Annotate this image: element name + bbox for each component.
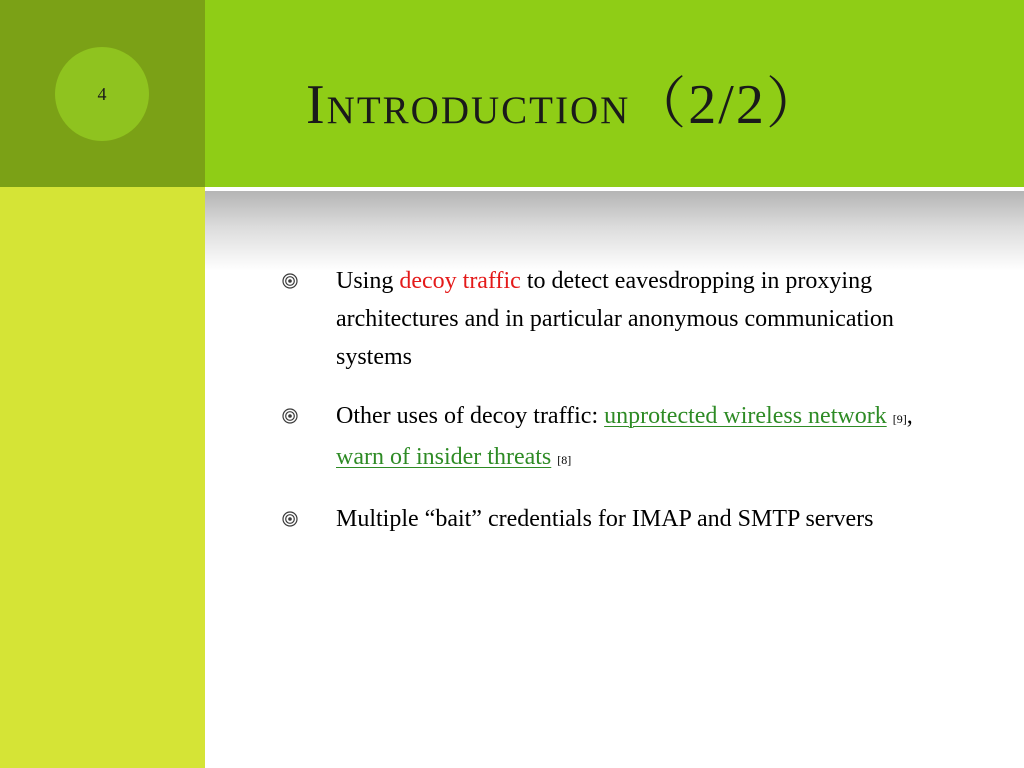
bullet-item-2	[282, 397, 962, 479]
separator: ,	[906, 403, 913, 429]
bullet-item-3	[282, 500, 962, 538]
highlight-decoy-traffic: decoy traffic	[399, 268, 521, 294]
sidebar-panel	[0, 187, 205, 768]
bullet-text: to detect eavesdropping in proxying architectures and in particular anonymous communication systems	[336, 268, 894, 370]
bullet-text: Using	[336, 268, 400, 294]
citation-9: [9]	[892, 412, 907, 426]
target-bullet-icon	[282, 273, 298, 289]
target-bullet-icon	[282, 511, 298, 527]
bullet-text: Other uses of decoy traffic:	[336, 403, 605, 429]
bullet-text: Multiple “bait” credentials for IMAP and SMTP servers	[336, 506, 874, 532]
slide-number: 4	[97, 83, 107, 104]
target-bullet-icon	[282, 408, 298, 424]
bullet-list	[282, 262, 962, 559]
link-warn-of-insider-threats[interactable]: warn of insider threats	[336, 444, 552, 470]
citation-8: [8]	[557, 453, 572, 467]
link-unprotected-wireless-network[interactable]: unprotected wireless network	[604, 403, 887, 429]
slide-title: Introduction（2/2）	[306, 74, 824, 136]
slide-number-badge	[55, 47, 149, 141]
bullet-item-1	[282, 262, 962, 376]
title-shadow	[205, 191, 1024, 271]
